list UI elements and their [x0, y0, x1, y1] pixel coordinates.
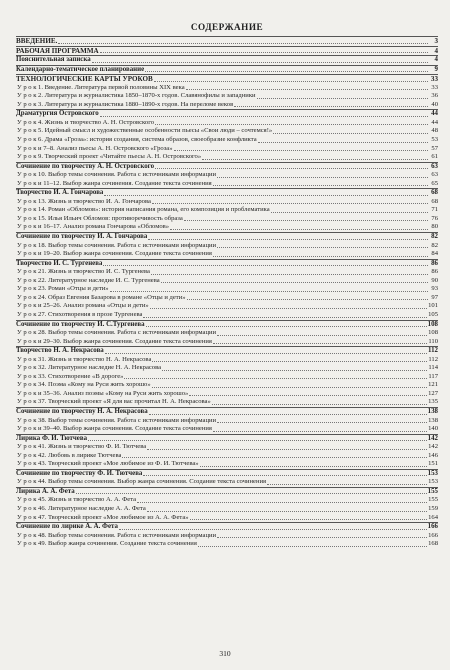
toc-entry-section[interactable] [16, 65, 438, 75]
dot-leader [146, 326, 427, 327]
toc-entry-lesson[interactable] [16, 92, 438, 101]
toc-entry-page: 138 [428, 416, 438, 424]
toc-entry-title: Сочинение по лирике А. А. Фета [16, 523, 118, 531]
toc-entry-page: 80 [431, 223, 438, 231]
dot-leader [217, 247, 428, 248]
toc-entry-lesson[interactable] [16, 443, 438, 452]
toc-entry-title: У р о к 6. Драма «Гроза»: история создания, система образов, своеобразие конфликта [17, 136, 257, 144]
toc-entry-lesson[interactable] [16, 425, 438, 434]
dot-leader [150, 308, 427, 309]
toc-entry-page: 121 [428, 381, 438, 389]
dot-leader [155, 124, 428, 125]
dot-leader [124, 378, 427, 379]
toc-entry-title: У р о к 49. Выбор жанра сочинения. Создание текста сочинения [17, 540, 197, 548]
toc-entry-title: У р о к 5. Идейный смысл и художественные особенности пьесы «Свои люди – сочтемся!» [17, 127, 273, 135]
dot-leader [147, 449, 427, 450]
toc-entry-lesson[interactable] [16, 180, 438, 189]
dot-leader [213, 431, 427, 432]
toc-entry-page: 63 [431, 171, 438, 179]
dot-leader [212, 404, 427, 405]
toc-entry-title: Творчество И. А. Гончарова [16, 189, 104, 197]
dot-leader [189, 395, 427, 396]
toc-entry-title: У р о к 9. Творческий проект «Читайте пьесы А. Н. Островского» [17, 153, 202, 161]
toc-entry-lesson[interactable] [16, 171, 438, 180]
dot-leader [186, 89, 428, 90]
toc-entry-lesson[interactable] [16, 145, 438, 154]
dot-leader [198, 546, 427, 547]
page-title: СОДЕРЖАНИЕ [190, 22, 264, 32]
toc-entry-page: 82 [431, 233, 438, 241]
toc-entry-lesson[interactable] [16, 84, 438, 93]
dot-leader [103, 265, 428, 266]
toc-entry-page: 36 [431, 92, 438, 100]
dot-leader [161, 282, 428, 283]
dot-leader [151, 274, 428, 275]
toc-entry-lesson[interactable] [16, 460, 438, 469]
toc-entry-title: Сочинение по творчеству Н. А. Некрасова [16, 407, 148, 415]
dot-leader [258, 142, 428, 143]
toc-entry-lesson[interactable] [16, 381, 438, 390]
toc-entry-lesson[interactable] [16, 311, 438, 320]
toc-entry-page: 76 [431, 214, 438, 222]
toc-entry-page: 33 [430, 75, 438, 84]
toc-entry-lesson[interactable] [16, 302, 438, 311]
toc-entry-lesson[interactable] [16, 532, 438, 541]
toc-entry-page: 155 [428, 496, 438, 504]
dot-leader [202, 159, 428, 160]
toc-entry-section[interactable] [16, 74, 438, 84]
toc-entry-page: 68 [431, 197, 438, 205]
toc-entry-lesson[interactable] [16, 215, 438, 224]
toc-entry-title: У р о к 46. Литературное наследие А. А. Фета [17, 504, 146, 512]
toc-entry-lesson[interactable] [16, 119, 438, 128]
toc-entry-lesson[interactable] [16, 198, 438, 207]
toc-entry-page: 57 [431, 144, 438, 152]
toc-entry-title: У р о к 1. Введение. Литература первой половины XIX века [17, 83, 185, 91]
toc-entry-title: У р о к 24. Образ Евгения Базарова в романе «Отцы и дети» [17, 293, 186, 301]
toc-entry-lesson[interactable] [16, 417, 438, 426]
toc-entry-title: Драматургия Островского [16, 110, 99, 118]
dot-leader [217, 335, 427, 336]
toc-entry-page: 127 [428, 389, 438, 397]
toc-entry-section[interactable] [16, 36, 438, 46]
toc-entry-lesson[interactable] [16, 101, 438, 110]
toc-entry-title: У р о к 27. Стихотворения в прозе Тургенева [17, 310, 143, 318]
toc-entry-title: У р о к 23. Роман «Отцы и дети» [17, 285, 109, 293]
toc-entry-lesson[interactable] [16, 206, 438, 215]
dot-leader [105, 353, 427, 354]
toc-entry-title: Сочинение по творчеству А. Н. Островского [16, 162, 155, 170]
toc-entry-title: У р о к 3. Литература и журналистика 1880–1890-х годов. На переломе веков [17, 100, 234, 108]
toc-entry-title: У р о к 22. Литературное наследие И. С. Тургенева [17, 276, 160, 284]
toc-entry-title: Календарно-тематическое планирование [16, 65, 145, 73]
toc-entry-page: 142 [427, 434, 438, 442]
toc-entry-title: У р о к и 25–26. Анализ романа «Отцы и дети» [17, 302, 149, 310]
toc-entry-lesson[interactable] [16, 268, 438, 277]
toc-entry-title: У р о к 2. Литература и журналистика 1850–1870-х годов. Славянофилы и западники [17, 92, 256, 100]
toc-entry-lesson[interactable] [16, 153, 438, 162]
toc-entry-page: 140 [428, 425, 438, 433]
toc-entry-section[interactable] [16, 109, 438, 119]
toc-entry-section[interactable] [16, 487, 438, 497]
toc-entry-page: 63 [431, 162, 438, 170]
toc-entry-page: 108 [427, 320, 438, 328]
dot-leader [143, 317, 427, 318]
dot-leader [187, 299, 428, 300]
toc-entry-lesson[interactable] [16, 277, 438, 286]
toc-entry-page: 53 [431, 136, 438, 144]
toc-entry-title: Творчество И. С. Тургенева [16, 259, 103, 267]
dot-leader [92, 62, 428, 63]
toc-entry-lesson[interactable] [16, 250, 438, 259]
toc-entry-title: У р о к 4. Жизнь и творчество А. Н. Островского [17, 118, 155, 126]
toc-entry-lesson[interactable] [16, 223, 438, 232]
toc-entry-title: У р о к 31. Жизнь и творчество Н. А. Некрасова [17, 355, 152, 363]
toc-entry-section[interactable] [16, 188, 438, 198]
toc-entry-page: 3 [434, 37, 438, 45]
toc-entry-lesson[interactable] [16, 514, 438, 523]
dot-leader [152, 387, 427, 388]
toc-entry-title: У р о к и 19–20. Выбор жанра сочинения. Создание текста сочинения [17, 250, 212, 258]
toc-entry-title: У р о к 37. Творческий проект «Я для вас прочитал Н. А. Некрасова» [17, 398, 211, 406]
toc-entry-lesson[interactable] [16, 496, 438, 505]
toc-entry-page: 101 [428, 302, 438, 310]
toc-entry-page: 61 [431, 153, 438, 161]
dot-leader [76, 493, 427, 494]
toc-entry-page: 112 [428, 355, 438, 363]
toc-entry-page: 4 [434, 46, 438, 55]
toc-entry-section[interactable] [16, 346, 438, 356]
toc-entry-title: Сочинение по творчеству И. А. Гончарова [16, 233, 148, 241]
dot-leader [100, 52, 428, 53]
toc-entry-lesson[interactable] [16, 478, 438, 487]
dot-leader [213, 185, 428, 186]
dot-leader [119, 529, 427, 530]
toc-entry-page: 164 [428, 513, 438, 521]
toc-entry-page: 65 [431, 179, 438, 187]
toc-list [16, 36, 438, 549]
toc-entry-page: 153 [427, 469, 438, 477]
dot-leader [100, 116, 428, 117]
dot-leader [184, 220, 428, 221]
dot-leader [273, 133, 428, 134]
toc-entry-lesson[interactable] [16, 127, 438, 136]
toc-entry-title: У р о к 10. Выбор темы сочинения. Работа с источниками информации [17, 171, 217, 179]
dot-leader [88, 440, 427, 441]
toc-entry-page: 86 [431, 268, 438, 276]
toc-entry-title: Лирика Ф. И. Тютчева [16, 434, 88, 442]
dot-leader [170, 229, 428, 230]
dot-leader [154, 81, 428, 82]
toc-entry-section[interactable] [16, 407, 438, 417]
dot-leader [152, 203, 428, 204]
toc-entry-lesson[interactable] [16, 505, 438, 514]
dot-leader [217, 422, 427, 423]
toc-entry-title: У р о к и 29–30. Выбор жанра сочинения. Создание текста сочинения [17, 337, 212, 345]
toc-entry-page: 44 [431, 110, 438, 118]
toc-entry-page: 105 [428, 310, 438, 318]
toc-entry-title: У р о к 42. Любовь в лирике Тютчева [17, 451, 122, 459]
toc-entry-section[interactable] [16, 232, 438, 242]
toc-entry-title: У р о к 48. Выбор темы сочинения. Работа с источниками информации [17, 531, 217, 539]
dot-leader [152, 361, 427, 362]
toc-entry-section[interactable] [16, 46, 438, 56]
toc-entry-lesson[interactable] [16, 540, 438, 549]
toc-entry-page: 44 [431, 118, 438, 126]
toc-entry-section[interactable] [16, 434, 438, 444]
dot-leader [190, 519, 428, 520]
toc-entry-page: 155 [427, 487, 438, 495]
toc-entry-page: 166 [427, 523, 438, 531]
dot-leader [217, 537, 427, 538]
toc-entry-title: У р о к 44. Выбор темы сочинения. Выбор жанра сочинения. Создание текста сочинения [17, 478, 267, 486]
toc-entry-title: У р о к 33. Стихотворение «В дороге» [17, 372, 124, 380]
toc-entry-page: 97 [431, 293, 438, 301]
toc-entry-page: 142 [428, 443, 438, 451]
toc-entry-title: У р о к 43. Творческий проект «Мое любимое из Ф. И. Тютчева» [17, 460, 199, 468]
page-number: 310 [219, 649, 231, 658]
toc-entry-lesson[interactable] [16, 285, 438, 294]
dot-leader [213, 256, 428, 257]
toc-entry-page: 138 [427, 407, 438, 415]
dot-leader [234, 106, 428, 107]
toc-entry-lesson[interactable] [16, 390, 438, 399]
toc-entry-page: 84 [431, 250, 438, 258]
toc-entry-title: РАБОЧАЯ ПРОГРАММА [16, 46, 99, 55]
dot-leader [213, 343, 427, 344]
toc-entry-page: 166 [428, 531, 438, 539]
toc-entry-page: 168 [428, 540, 438, 548]
toc-entry-title: У р о к 28. Выбор темы сочинения. Работа с источниками информации [17, 329, 217, 337]
toc-entry-page: 93 [431, 285, 438, 293]
toc-entry-lesson[interactable] [16, 338, 438, 347]
toc-entry-title: У р о к и 11–12. Выбор жанра сочинения. Создание текста сочинения [17, 179, 212, 187]
toc-entry-lesson[interactable] [16, 364, 438, 373]
dot-leader [162, 370, 427, 371]
toc-entry-title: Пояснительная записка [16, 56, 91, 64]
toc-entry-section[interactable] [16, 162, 438, 172]
dot-leader [147, 511, 427, 512]
toc-entry-section[interactable] [16, 55, 438, 65]
toc-entry-title: У р о к и 7–8. Анализ пьесы А. Н. Островского «Гроза» [17, 144, 173, 152]
toc-entry-lesson[interactable] [16, 452, 438, 461]
toc-entry-section[interactable] [16, 320, 438, 330]
toc-entry-title: У р о к и 39–40. Выбор жанра сочинения. Создание текста сочинения [17, 425, 212, 433]
dot-leader [110, 291, 428, 292]
toc-entry-title: У р о к 21. Жизнь и творчество И. С. Тургенева [17, 268, 150, 276]
toc-entry-title: У р о к 14. Роман «Обломов»: история написания романа, его композиция и проблематика [17, 206, 270, 214]
toc-entry-title: ВВЕДЕНИЕ. [16, 37, 58, 45]
toc-entry-title: Творчество Н. А. Некрасова [16, 347, 104, 355]
dot-leader [257, 98, 428, 99]
toc-entry-page: 112 [428, 347, 438, 355]
dot-leader [148, 239, 428, 240]
dot-leader [58, 43, 428, 44]
toc-entry-page: 71 [431, 206, 438, 214]
toc-entry-page: 90 [431, 276, 438, 284]
toc-entry-title: У р о к 34. Поэма «Кому на Руси жить хорошо» [17, 381, 151, 389]
dot-leader [200, 466, 428, 467]
dot-leader [267, 484, 427, 485]
toc-entry-section[interactable] [16, 522, 438, 532]
toc-entry-title: У р о к 38. Выбор темы сочинения. Работа с источниками информации [17, 416, 217, 424]
dot-leader [149, 414, 427, 415]
dot-leader [155, 168, 428, 169]
toc-entry-page: 110 [428, 337, 438, 345]
toc-entry-title: ТЕХНОЛОГИЧЕСКИЕ КАРТЫ УРОКОВ [16, 75, 153, 84]
toc-entry-page: 33 [431, 83, 438, 91]
dot-leader [217, 177, 428, 178]
toc-entry-page: 146 [428, 451, 438, 459]
toc-entry-title: У р о к 13. Жизнь и творчество И. А. Гончарова [17, 197, 151, 205]
dot-leader [271, 212, 428, 213]
toc-entry-title: У р о к 41. Жизнь и творчество Ф. И. Тютчева [17, 443, 147, 451]
toc-entry-page: 151 [428, 460, 438, 468]
dot-leader [145, 71, 428, 72]
toc-entry-title: Сочинение по творчеству Ф. И. Тютчева [16, 469, 143, 477]
toc-entry-page: 135 [428, 398, 438, 406]
toc-entry-lesson[interactable] [16, 356, 438, 365]
toc-entry-title: Лирика А. А. Фета [16, 487, 75, 495]
toc-entry-lesson[interactable] [16, 373, 438, 382]
toc-entry-page: 159 [428, 504, 438, 512]
toc-entry-page: 68 [431, 189, 438, 197]
toc-entry-title: У р о к 45. Жизнь и творчество А. А. Фета [17, 496, 137, 504]
toc-entry-page: 48 [431, 127, 438, 135]
toc-entry-page: 4 [434, 56, 438, 64]
toc-entry-page: 117 [428, 372, 438, 380]
toc-entry-lesson[interactable] [16, 294, 438, 303]
toc-entry-title: У р о к 32. Литературное наследие Н. А. Некрасова [17, 364, 162, 372]
toc-entry-title: У р о к и 16–17. Анализ романа Гончарова «Обломов» [17, 223, 170, 231]
toc-entry-title: У р о к 47. Творческий проект «Мое любимое из А. А. Фета» [17, 513, 189, 521]
toc-entry-page: 153 [428, 478, 438, 486]
toc-entry-title: Сочинение по творчеству И. С.Тургенева [16, 320, 145, 328]
toc-entry-page: 9 [434, 65, 438, 73]
toc-entry-page: 114 [428, 364, 438, 372]
dot-leader [104, 195, 428, 196]
toc-entry-lesson[interactable] [16, 329, 438, 338]
dot-leader [174, 150, 428, 151]
toc-entry-page: 40 [431, 100, 438, 108]
toc-entry-title: У р о к 18. Выбор темы сочинения. Работа с источниками информации [17, 241, 217, 249]
toc-entry-lesson[interactable] [16, 398, 438, 407]
toc-entry-page: 86 [431, 259, 438, 267]
toc-entry-title: У р о к и 35–36. Анализ поэмы «Кому на Руси жить хорошо» [17, 389, 189, 397]
toc-entry-section[interactable] [16, 259, 438, 269]
toc-entry-lesson[interactable] [16, 136, 438, 145]
toc-entry-page: 108 [428, 329, 438, 337]
dot-leader [143, 475, 426, 476]
toc-entry-title: У р о к 15. Илья Ильич Обломов: противоречивость образа [17, 214, 183, 222]
toc-entry-page: 82 [431, 241, 438, 249]
dot-leader [137, 502, 427, 503]
toc-entry-section[interactable] [16, 469, 438, 479]
toc-entry-lesson[interactable] [16, 242, 438, 251]
dot-leader [122, 457, 427, 458]
